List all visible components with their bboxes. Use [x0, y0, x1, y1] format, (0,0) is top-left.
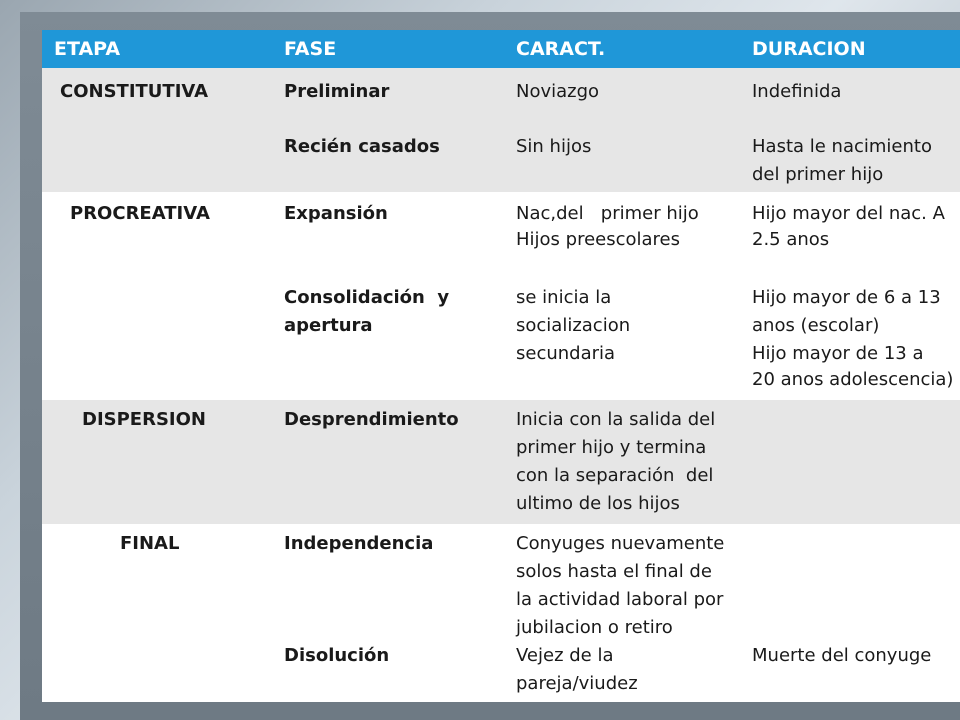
- family-stages-table: [42, 30, 960, 702]
- duracion-indefinida: Indefinida: [752, 81, 842, 102]
- caract-se-inicia: se inicia la: [516, 287, 612, 308]
- duracion-2-5-anos: 2.5 anos: [752, 229, 830, 250]
- caract-socializacion: socializacion: [516, 315, 631, 336]
- duracion-hijo-mayor-nac: Hijo mayor del nac. A: [752, 203, 945, 224]
- table-header-row: [42, 30, 960, 68]
- caract-jubilacion: jubilacion o retiro: [516, 617, 673, 638]
- duracion-primer-hijo: del primer hijo: [752, 164, 884, 185]
- duracion-adolescencia: 20 anos adolescencia): [752, 369, 954, 390]
- phase-preliminar: Preliminar: [284, 81, 390, 102]
- stage-dispersion: DISPERSION: [82, 409, 206, 430]
- caract-actividad: la actividad laboral por: [516, 589, 724, 610]
- phase-expansion: Expansión: [284, 203, 388, 224]
- table-row-dispersion: [42, 400, 960, 524]
- header-duracion: DURACION: [752, 38, 866, 60]
- phase-independencia: Independencia: [284, 533, 434, 554]
- header-fase: FASE: [284, 38, 337, 60]
- stage-final: FINAL: [120, 533, 180, 554]
- caract-separacion: con la separación del: [516, 465, 714, 486]
- duracion-13-a: Hijo mayor de 13 a: [752, 343, 924, 364]
- duracion-muerte: Muerte del conyuge: [752, 645, 932, 666]
- phase-recien-casados: Recién casados: [284, 136, 440, 157]
- caract-nac-primer-hijo: Nac,del primer hijo: [516, 203, 699, 224]
- caract-viudez: pareja/viudez: [516, 673, 638, 694]
- caract-noviazgo: Noviazgo: [516, 81, 600, 102]
- caract-hijos-preescolares: Hijos preescolares: [516, 229, 681, 250]
- duracion-6-a-13: Hijo mayor de 6 a 13: [752, 287, 941, 308]
- table-row-constitutiva: [42, 68, 960, 192]
- stage-procreativa: PROCREATIVA: [70, 203, 210, 224]
- caract-vejez: Vejez de la: [516, 645, 614, 666]
- duracion-hasta-nacimiento: Hasta le nacimiento: [752, 136, 932, 157]
- duracion-escolar: anos (escolar): [752, 315, 880, 336]
- caract-sin-hijos: Sin hijos: [516, 136, 592, 157]
- stage-constitutiva: CONSTITUTIVA: [60, 81, 209, 102]
- header-etapa: ETAPA: [54, 38, 121, 60]
- phase-desprendimiento: Desprendimiento: [284, 409, 459, 430]
- caract-secundaria: secundaria: [516, 343, 616, 364]
- caract-solos: solos hasta el final de: [516, 561, 712, 582]
- caract-inicia-salida: Inicia con la salida del: [516, 409, 716, 430]
- phase-disolucion: Disolución: [284, 645, 390, 666]
- caract-conyuges: Conyuges nuevamente: [516, 533, 725, 554]
- table-row-procreativa: [42, 192, 960, 400]
- caract-primer-hijo-termina: primer hijo y termina: [516, 437, 707, 458]
- caract-ultimo-hijos: ultimo de los hijos: [516, 493, 680, 514]
- phase-consolidacion: Consolidación y: [284, 287, 450, 308]
- table-row-final: [42, 524, 960, 702]
- header-caract: CARACT.: [516, 38, 606, 60]
- phase-apertura: apertura: [284, 315, 373, 336]
